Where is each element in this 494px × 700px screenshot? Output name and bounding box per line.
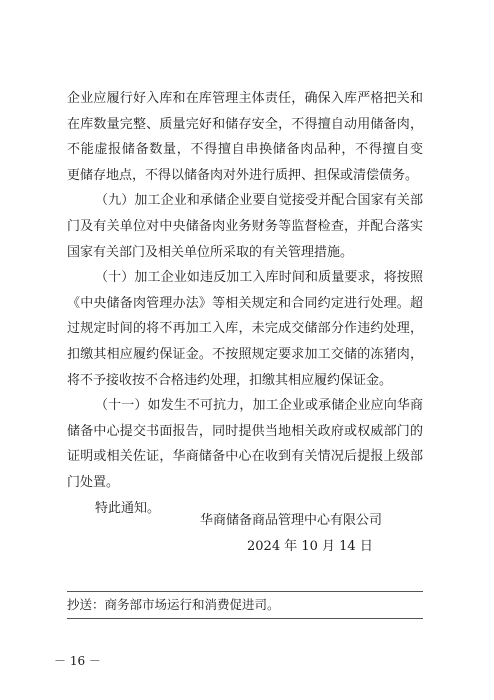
body-line: 储备中心提交书面报告，同时提供当地相关政府或权威部门的 (67, 423, 423, 439)
body-line: （十）加工企业如违反加工入库时间和质量要求，将按照 (95, 270, 423, 286)
body-line: 将不予接收按不合格违约处理，扣缴其相应履约保证金。 (67, 372, 393, 388)
paragraph-clause-11 (67, 393, 423, 495)
body-line: 《中央储备肉管理办法》等相关规定和合同约定进行处理。超 (67, 295, 423, 311)
signature-organization: 华商储备商品管理中心有限公司 (200, 513, 383, 528)
body-line: 企业应履行好入库和在库管理主体责任，确保入库严格把关和 (67, 91, 423, 106)
body-line: 证明或相关佐证，华商储备中心在收到有关情况后提报上级部 (67, 449, 423, 465)
paragraph-clause-10 (67, 265, 423, 393)
signature-date: 2024 年 10 月 14 日 (247, 539, 373, 554)
body-line: 国家有关部门及相关单位所采取的有关管理措施。 (67, 244, 354, 260)
body-line: （九）加工企业和承储企业要自觉接受并配合国家有关部 (95, 193, 423, 209)
body-line: 更储存地点，不得以储备肉对外进行质押、担保或清偿债务。 (67, 167, 419, 183)
body-line: 特此通知。 (95, 500, 161, 516)
cc-top-rule (67, 591, 423, 592)
body-line: 不能虚报储备数量，不得擅自串换储备肉品种，不得擅自变 (67, 142, 423, 158)
cc-bottom-rule (67, 618, 423, 619)
body-line: （十一）如发生不可抗力，加工企业或承储企业应向华商 (95, 398, 423, 414)
document-body (67, 86, 423, 521)
body-line: 扣缴其相应履约保证金。不按照规定要求加工交储的冻猪肉， (67, 346, 423, 362)
page-number: － 16 － (54, 654, 101, 668)
body-line: 门及有关单位对中央储备肉业务财务等监督检查，并配合落实 (67, 218, 423, 234)
body-line: 门处置。 (67, 474, 120, 490)
paragraph-clause-9 (67, 188, 423, 265)
body-line: 过规定时间的将不再加工入库，未完成交储部分作违约处理， (67, 321, 423, 337)
paragraph-storage-responsibility (67, 86, 423, 188)
cc-line: 抄送：商务部市场运行和消费促进司。 (67, 597, 280, 612)
body-line: 在库数量完整、质量完好和储存安全，不得擅自动用储备肉， (67, 116, 423, 132)
